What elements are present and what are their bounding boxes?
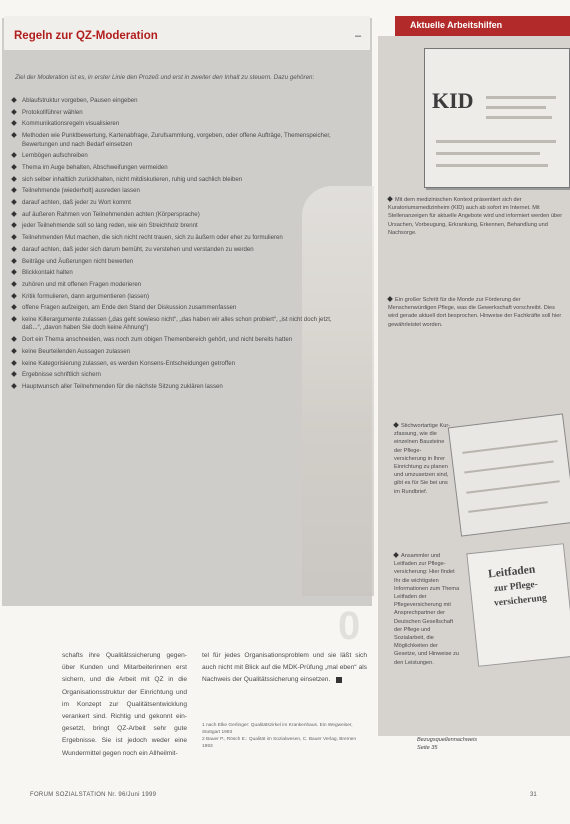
rule-item	[12, 109, 332, 117]
rule-text: Ablaufstruktur vorgeben, Pausen eingeben	[22, 97, 138, 104]
bullet-icon	[11, 187, 17, 193]
rule-text: Teilnehmende (wiederholt) ausreden lassen	[22, 187, 140, 195]
watermark: 0	[338, 604, 361, 648]
screenshot-line	[436, 152, 540, 155]
leitfaden-title: zur Pflege-	[493, 579, 539, 595]
arbeitshilfe-text-1	[388, 196, 566, 237]
rule-item	[12, 211, 332, 219]
rule-text: darauf achten, daß jeder zu Wort kommt	[22, 199, 131, 207]
rule-text: Methoden wie Punktbewertung, Kartenabfrage, Zurufsammlung, vorgeben, oder offene Aufträge, Themenspeicher, Bewertungen und nach Bedarf einsetzen	[22, 132, 331, 148]
rule-item	[12, 120, 332, 128]
rule-item	[12, 176, 332, 184]
rule-text: Hauptwunsch aller Teilnehmenden für die nächste Sitzung zuklären lassen	[22, 382, 223, 390]
footnotes	[202, 722, 367, 750]
rule-text: keine Killerargumente zulassen („das geht sowieso nicht“, „das haben wir alles schon probiert“, „ist nicht doch jetzt, daß...“, „davon haben Sie doch keine Ahnung“)	[22, 316, 332, 332]
rule-item	[12, 97, 332, 105]
bullet-icon	[11, 305, 17, 311]
bullet-icon	[11, 348, 17, 354]
bullet-icon	[11, 269, 17, 275]
bullet-icon	[11, 246, 17, 252]
bullet-icon	[11, 97, 17, 103]
rule-item	[12, 187, 332, 195]
rule-item	[12, 336, 332, 344]
rule-text: Teilnehmenden Mut machen, die sich nicht recht trauen, sich zu äußern oder eher zu formulieren	[22, 234, 283, 242]
screenshot-line	[486, 106, 546, 109]
bullet-icon	[393, 552, 399, 558]
bullet-icon	[11, 199, 17, 205]
rule-text: auf äußeren Rahmen von Teilnehmenden achten (Körpersprache)	[22, 210, 200, 218]
caption-line: Seite 35	[417, 745, 438, 751]
arbeitshilfe-text-2-body: Ein großer Schritt für die Monde zur Förderung der Menschenwürdigen Pflege, was die Gewerkschaft vorschreibt. Dies wird gerade aktuell dort besprochen. Hinweise der Fachkräfte soll hier gewährleistet worden.	[388, 297, 562, 328]
body-text-right-text: tel für jedes Organisationsproblem und sie läßt sich auch nicht mit Blick auf die MDK-Prüfung „mal eben“ als Nachweis der Qualitätssicherung einsetzen.	[202, 652, 367, 684]
rule-item	[12, 222, 332, 230]
rule-text: Thema im Auge behalten, Abschweifungen vermeiden	[22, 163, 168, 171]
rule-item	[12, 269, 332, 277]
rule-item	[12, 164, 332, 172]
rule-item	[12, 360, 332, 368]
bullet-icon	[11, 336, 17, 342]
bullet-icon	[11, 371, 17, 377]
body-text-left: schafts ihre Qualitätssicherung gegen- über Kunden und Mitarbeiterinnen erst sichern, und die Arbeit mit QZ in die Organisationsstruktur der Einrichtung und im Konzept zur Qualitätsentwicklung verankert sind. Richtig und gekonnt ein- gesetzt, bringt QZ-Arbeit sehr gute Ergebnisse. Sie ist jedoch weder eine Wundermittel gegen noch ein Allheilmit-	[62, 652, 187, 757]
arbeitshilfe-text-3	[394, 422, 452, 496]
rule-item	[12, 246, 332, 254]
rule-text: Blickkontakt halten	[22, 269, 73, 277]
rule-item	[12, 293, 332, 301]
rules-title: Regeln zur QZ-Moderation	[14, 30, 158, 42]
rule-item	[12, 258, 332, 266]
source-caption	[417, 736, 477, 752]
footnote: 2 Bauer P., Rösch E.: Qualität im Sozialwesen, C. Bauer Verlag, Bremen 1993	[202, 737, 357, 749]
bullet-icon	[11, 258, 17, 264]
bullet-icon	[393, 422, 399, 428]
rule-text: jeder Teilnehmende soll so lang reden, wie ein Streichholz brennt	[22, 222, 198, 230]
screenshot-line	[436, 140, 556, 143]
rule-text: offene Fragen aufzeigen, am Ende den Stand der Diskussion zusammenfassen	[22, 304, 237, 312]
rule-text: Ergebnisse schriftlich sichern	[22, 371, 101, 379]
end-mark-icon	[336, 677, 342, 683]
footer-publication: FORUM SOZIALSTATION Nr. 96/Juni 1999	[30, 792, 157, 798]
bullet-icon	[387, 196, 393, 202]
screenshot-line	[486, 116, 552, 119]
rule-item	[12, 316, 332, 333]
bullet-icon	[387, 296, 393, 302]
bullet-icon	[11, 383, 17, 389]
rule-text: zuhören und mit offenen Fragen moderieren	[22, 280, 142, 288]
rule-item	[12, 132, 332, 149]
rule-item	[12, 281, 332, 289]
bullet-icon	[11, 152, 17, 158]
rule-text: keine Beurteilenden Aussagen zulassen	[22, 347, 131, 355]
bullet-icon	[11, 234, 17, 240]
bullet-icon	[11, 109, 17, 115]
bullet-icon	[11, 211, 17, 217]
bullet-icon	[11, 121, 17, 127]
page-number: 31	[530, 792, 537, 798]
arbeitshilfe-text-1-body: Mit dem medizinischen Kontext präsentiert sich der Kuratoriumsmedizinheim (KID) auch ab sofort im Internet. Mit Stellenanzeigen für aktuelle Angebote wird und informiert werden über Ursachen, Vorbeugung, Erkrankung, Erkennen, Behandlung und Nachsorge.	[388, 197, 563, 236]
rule-item	[12, 234, 332, 242]
leitfaden-title: versicherung	[493, 593, 548, 609]
rule-item	[12, 152, 332, 160]
arbeitshilfe-text-2	[388, 296, 566, 329]
rule-item	[12, 199, 332, 207]
bullet-icon	[11, 176, 17, 182]
rules-intro: Ziel der Moderation ist es, in erster Linie den Prozeß und erst in zweiter den Inhalt zu steuern. Dazu gehören:	[15, 74, 315, 81]
rule-text: Kritik formulieren, dann argumentieren (lassen)	[22, 292, 150, 300]
bullet-icon	[11, 360, 17, 366]
footnote: 1 nach Elke Gerlinger: Qualitätszirkel im Krankenhaus. Ein Wegweiser, Stuttgart 1993	[202, 723, 353, 735]
arbeitshilfe-text-4	[394, 552, 460, 667]
title-dash: –	[355, 30, 362, 42]
rule-text: keine Kategorisierung zulassen, es werden Konsens-Entscheidungen getroffen	[22, 359, 235, 367]
brochure-image	[448, 413, 570, 536]
bullet-icon	[11, 281, 17, 287]
caption-line: Bezugsquellennachweis	[417, 737, 478, 743]
rule-item	[12, 304, 332, 312]
leitfaden-title: Leitfaden	[487, 563, 536, 581]
rule-text: Beiträge und Äußerungen nicht bewerten	[22, 257, 134, 265]
rule-text: Kommunikationsregeln visualisieren	[22, 120, 120, 128]
rule-item	[12, 348, 332, 356]
arbeitshilfe-text-4-body: Ansammler und Leitfaden zur Pflege- versicherung: Hier findet Ihr die wichtigsten Informationen zum Thema Leitfaden der Pflegeversicherung mit Ansprechpartner der Deutschen Gesellschaft der Pflege und Sozialarbeit, die Möglichkeiten der Gesetze, und Hinweise zu den Leistungen.	[394, 553, 460, 666]
rule-text: Dort ein Thema anschneiden, was noch zum obigen Themenbereich gehört, und nicht bereits hatten	[22, 336, 293, 344]
arbeitshilfe-text-3-body: Stichwortartige Kur- zfassung, wie die einzelnen Bausteine der Pflege- versicherung in Ihrer Einrichtung zu planen und umzusetzen sind, gibt es für Sie bei uns im Rundbrief.	[394, 423, 451, 495]
rules-list	[12, 97, 332, 395]
rule-text: sich selber inhaltlich zurückhalten, nicht mitdiskutieren, ruhig und sachlich bleiben	[22, 175, 243, 183]
rule-text: Lernbögen aufschreiben	[22, 152, 88, 160]
bullet-icon	[11, 293, 17, 299]
screenshot-line	[486, 96, 556, 99]
rule-text: darauf achten, daß jeder sich darum bemüht, zu verstehen und verstanden zu werden	[22, 245, 254, 253]
bullet-icon	[11, 164, 17, 170]
aktuelle-header: Aktuelle Arbeitshilfen	[410, 20, 503, 30]
kid-logo: KID	[432, 88, 474, 113]
body-text-right	[202, 650, 367, 687]
rule-item	[12, 371, 332, 379]
bullet-icon	[11, 132, 17, 138]
screenshot-line	[436, 164, 548, 167]
rule-text: Protokollführer wählen	[22, 108, 83, 116]
bullet-icon	[11, 223, 17, 229]
rule-item	[12, 383, 332, 391]
bullet-icon	[11, 316, 17, 322]
